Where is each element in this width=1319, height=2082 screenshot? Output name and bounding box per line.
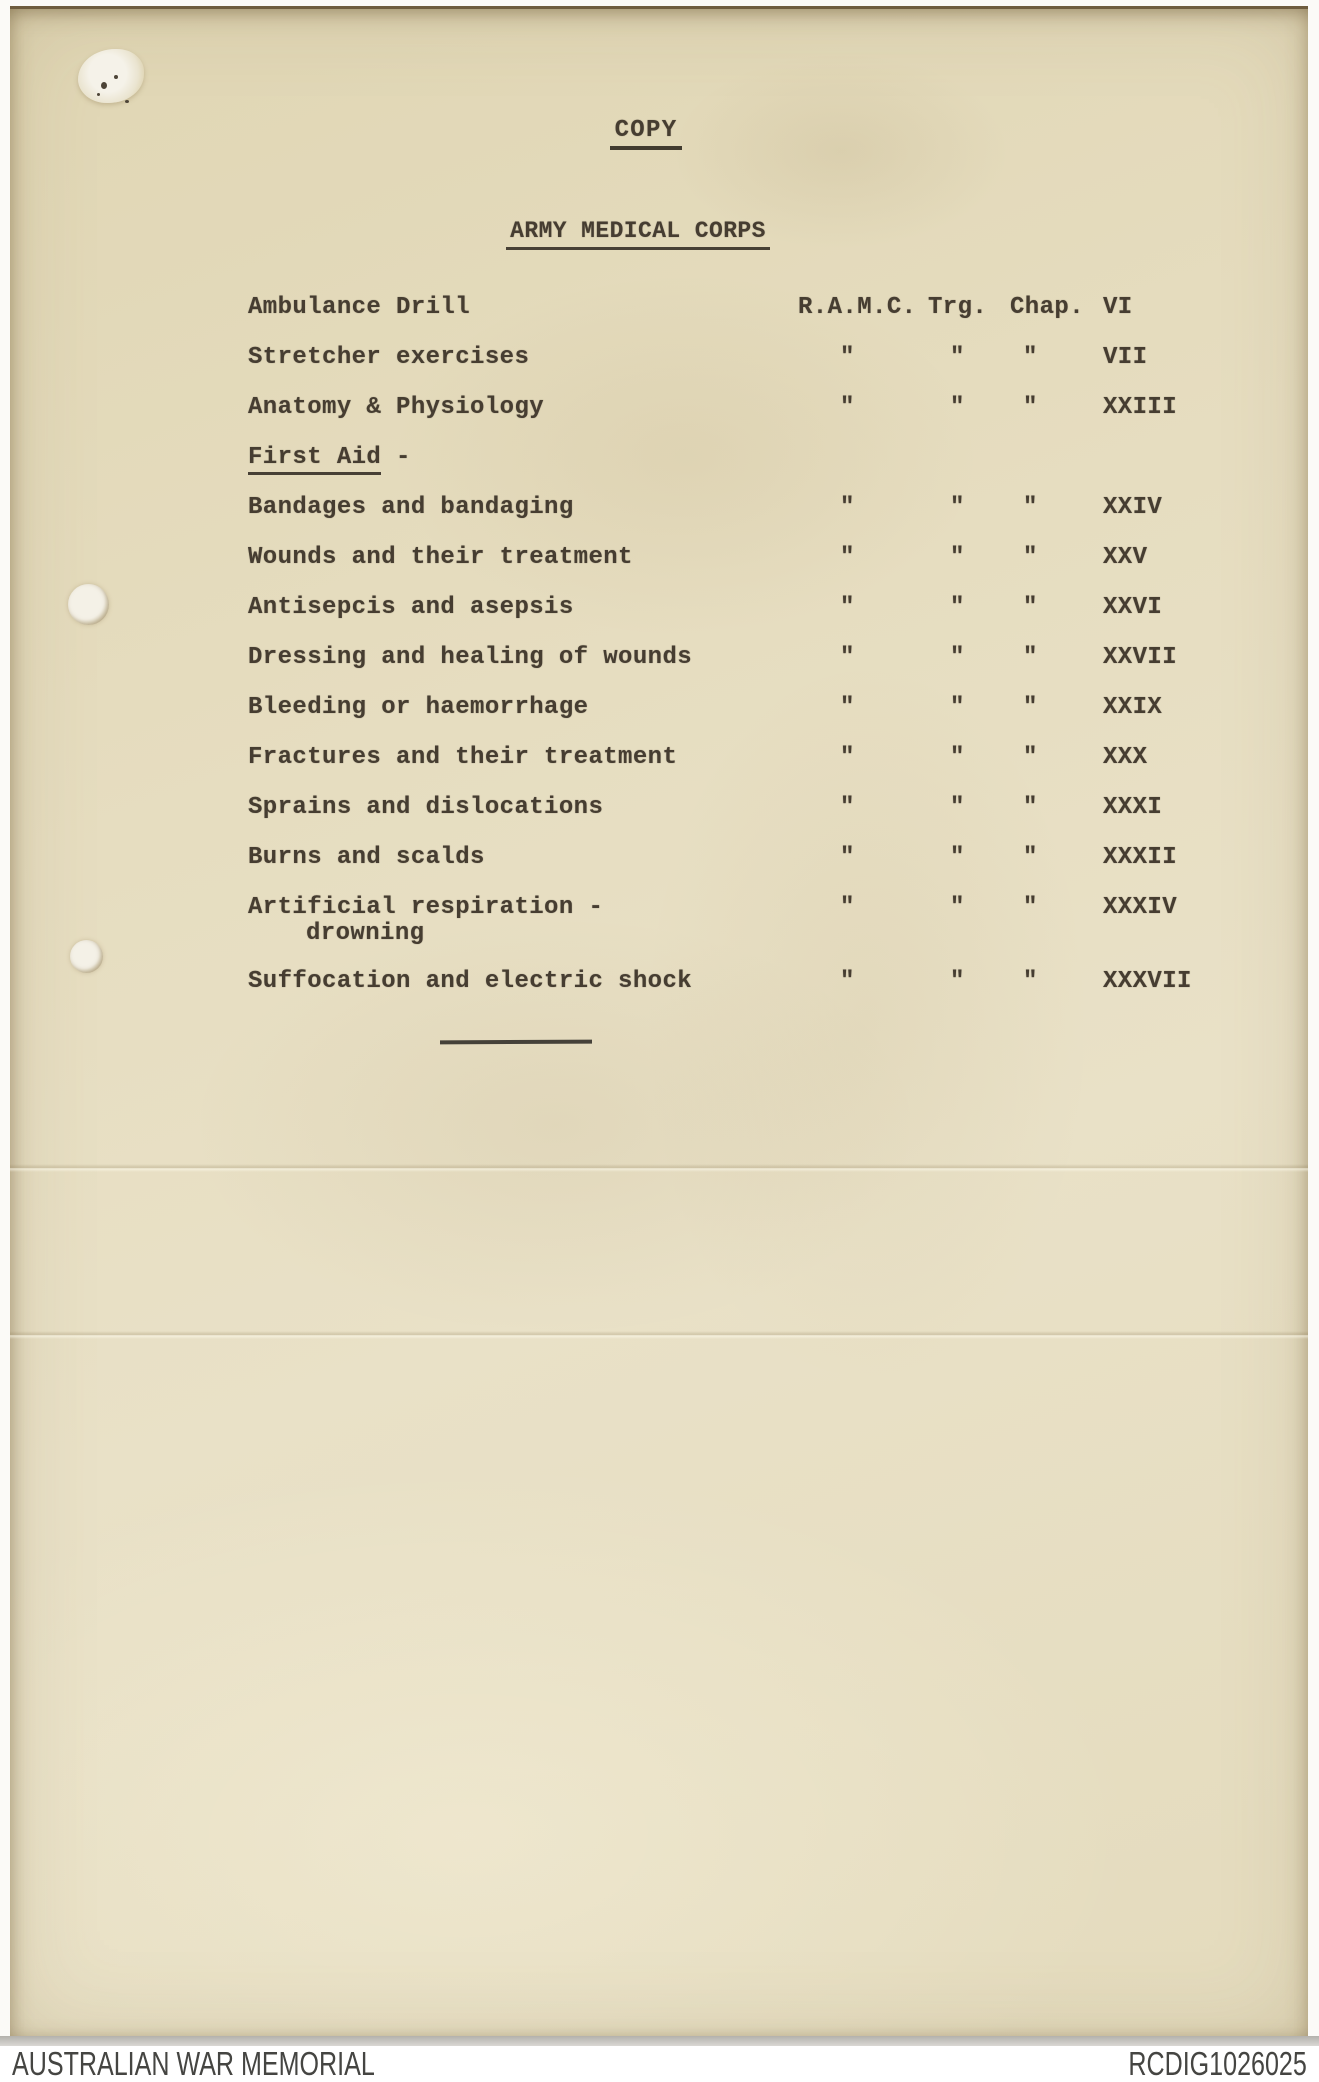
trg-column-cell: " bbox=[950, 344, 965, 371]
chap-column-cell: " bbox=[1023, 544, 1038, 571]
chapter-number-cell: VI bbox=[1103, 294, 1133, 321]
chap-column-cell: " bbox=[1023, 794, 1038, 821]
table-row bbox=[10, 395, 1308, 445]
chapter-number-cell: XXIV bbox=[1103, 494, 1163, 521]
topic-cell: Suffocation and electric shock bbox=[248, 968, 693, 995]
chapter-number-cell: XXXIV bbox=[1103, 894, 1178, 921]
ramc-column-cell: " bbox=[840, 894, 855, 921]
topic-cell: Wounds and their treatment bbox=[248, 544, 633, 571]
ramc-column-cell: " bbox=[840, 794, 855, 821]
chapter-number-cell: XXIX bbox=[1103, 694, 1163, 721]
separator-rule bbox=[440, 1040, 592, 1045]
table-row bbox=[10, 445, 1308, 495]
ramc-column-cell: " bbox=[840, 344, 855, 371]
table-row bbox=[10, 969, 1308, 1019]
topic-cell: Bandages and bandaging bbox=[248, 494, 574, 521]
ramc-column-cell: " bbox=[840, 644, 855, 671]
ramc-column-cell: " bbox=[840, 844, 855, 871]
chapter-number-cell: VII bbox=[1103, 344, 1148, 371]
ink-speck bbox=[114, 75, 118, 79]
topic-cell: Antisepcis and asepsis bbox=[248, 594, 574, 621]
topic-cell: Dressing and healing of wounds bbox=[248, 644, 693, 671]
chapter-number-cell: XXXI bbox=[1103, 794, 1163, 821]
trg-column-cell: " bbox=[950, 794, 965, 821]
chap-column-cell: Chap. bbox=[1010, 294, 1085, 321]
chapter-number-cell: XXV bbox=[1103, 544, 1148, 571]
topic-cell: First Aid - bbox=[248, 445, 411, 471]
trg-column-cell: " bbox=[950, 844, 965, 871]
trg-column-cell: " bbox=[950, 694, 965, 721]
ramc-column-cell: R.A.M.C. bbox=[798, 294, 917, 321]
ink-speck bbox=[125, 100, 129, 103]
table-row bbox=[10, 345, 1308, 395]
chap-column-cell: " bbox=[1023, 394, 1038, 421]
ramc-column-cell: " bbox=[840, 744, 855, 771]
topic-cell: Stretcher exercises bbox=[248, 344, 530, 371]
topic-cell: Artificial respiration - drowning bbox=[248, 894, 604, 947]
trg-column-cell: Trg. bbox=[928, 294, 988, 321]
chap-column-cell: " bbox=[1023, 744, 1038, 771]
topics-table bbox=[10, 295, 1308, 1019]
record-id-label: RCDIG1026025 bbox=[1128, 2045, 1307, 2082]
chapter-number-cell: XXIII bbox=[1103, 394, 1178, 421]
ink-speck bbox=[97, 93, 100, 96]
page-title: ARMY MEDICAL CORPS bbox=[10, 218, 1308, 250]
table-row bbox=[10, 495, 1308, 545]
trg-column-cell: " bbox=[950, 544, 965, 571]
trg-column-cell: " bbox=[950, 968, 965, 995]
chapter-number-cell: XXVII bbox=[1103, 644, 1178, 671]
topic-cell: Anatomy & Physiology bbox=[248, 394, 545, 421]
chap-column-cell: " bbox=[1023, 644, 1038, 671]
trg-column-cell: " bbox=[950, 394, 965, 421]
archive-name-label: AUSTRALIAN WAR MEMORIAL bbox=[12, 2045, 375, 2082]
trg-column-cell: " bbox=[950, 594, 965, 621]
chapter-number-cell: XXVI bbox=[1103, 594, 1163, 621]
chap-column-cell: " bbox=[1023, 344, 1038, 371]
table-row bbox=[10, 545, 1308, 595]
topic-cell: Ambulance Drill bbox=[248, 294, 471, 321]
table-row bbox=[10, 895, 1308, 969]
table-row bbox=[10, 795, 1308, 845]
trg-column-cell: " bbox=[950, 744, 965, 771]
topic-cell: Burns and scalds bbox=[248, 844, 485, 871]
paper-tear-mark bbox=[78, 49, 144, 103]
paper-crease bbox=[10, 1331, 1308, 1339]
ramc-column-cell: " bbox=[840, 968, 855, 995]
table-row bbox=[10, 695, 1308, 745]
scanned-page bbox=[10, 6, 1308, 2041]
topic-cell: Sprains and dislocations bbox=[248, 794, 604, 821]
topic-cell: Fractures and their treatment bbox=[248, 744, 678, 771]
paper-crease bbox=[10, 1164, 1308, 1172]
punch-hole bbox=[68, 584, 109, 625]
ramc-column-cell: " bbox=[840, 544, 855, 571]
chap-column-cell: " bbox=[1023, 894, 1038, 921]
trg-column-cell: " bbox=[950, 644, 965, 671]
table-row bbox=[10, 295, 1308, 345]
viewer-footer bbox=[0, 2046, 1319, 2082]
chapter-number-cell: XXXVII bbox=[1103, 968, 1192, 995]
table-row bbox=[10, 845, 1308, 895]
ramc-column-cell: " bbox=[840, 494, 855, 521]
ink-speck bbox=[101, 82, 107, 89]
table-row bbox=[10, 595, 1308, 645]
ramc-column-cell: " bbox=[840, 394, 855, 421]
copy-label: COPY bbox=[10, 118, 1308, 150]
chap-column-cell: " bbox=[1023, 494, 1038, 521]
trg-column-cell: " bbox=[950, 494, 965, 521]
chap-column-cell: " bbox=[1023, 694, 1038, 721]
table-row bbox=[10, 645, 1308, 695]
trg-column-cell: " bbox=[950, 894, 965, 921]
chapter-number-cell: XXX bbox=[1103, 744, 1148, 771]
topic-cell: Bleeding or haemorrhage bbox=[248, 694, 589, 721]
ramc-column-cell: " bbox=[840, 594, 855, 621]
punch-hole bbox=[70, 940, 103, 973]
chapter-number-cell: XXXII bbox=[1103, 844, 1178, 871]
chap-column-cell: " bbox=[1023, 844, 1038, 871]
chap-column-cell: " bbox=[1023, 968, 1038, 995]
table-row bbox=[10, 745, 1308, 795]
chap-column-cell: " bbox=[1023, 594, 1038, 621]
ramc-column-cell: " bbox=[840, 694, 855, 721]
